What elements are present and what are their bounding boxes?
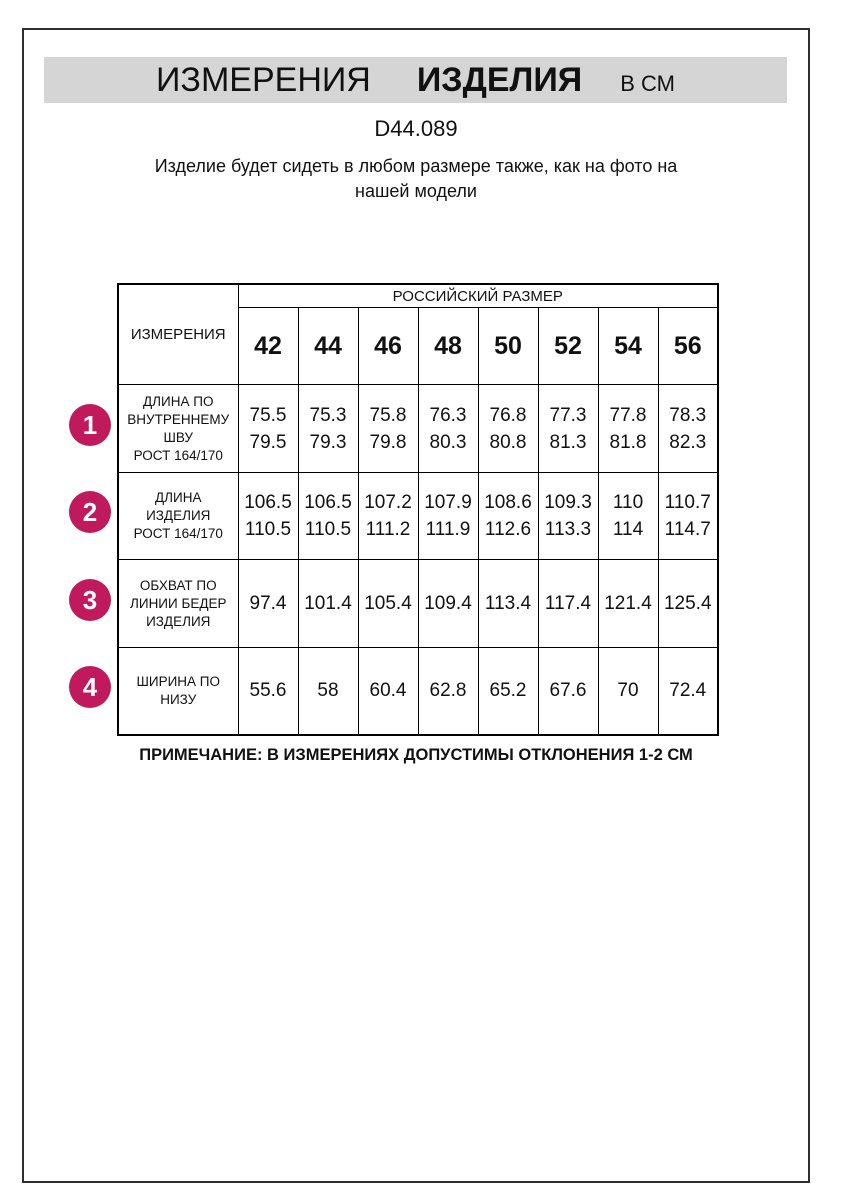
size-table-body [118,385,718,735]
value-cell [298,385,358,473]
value-cell [298,648,358,735]
row-label-line: РОСТ 164/170 [133,447,223,463]
value-line: 110 [612,492,644,513]
value-line: 109.4 [424,593,472,614]
row-label [118,473,238,560]
row-label-line: ИЗДЕЛИЯ [146,613,211,629]
value-cell [358,473,418,560]
value-line: 97.4 [249,593,287,614]
value-line: 111.2 [365,519,411,540]
value-line: 76.8 [489,404,527,426]
header-title-measurements: ИЗМЕРЕНИЯ [155,61,371,99]
value-cell [238,473,298,560]
row-number-badge: 3 [69,579,111,621]
value-line: 80.8 [489,431,527,453]
subtitle [24,154,808,204]
value-line: 110.5 [304,519,352,540]
value-line: 77.3 [549,404,587,426]
value-line: 65.2 [489,680,527,702]
value-cell [658,560,718,648]
value-cell [358,648,418,735]
group-header: РОССИЙСКИЙ РАЗМЕР [238,284,718,308]
table-row [118,560,718,648]
note-text: ПРИМЕЧАНИЕ: В ИЗМЕРЕНИЯХ ДОПУСТИМЫ ОТКЛОНЕНИЯ 1-2 СМ [139,746,693,764]
value-cell [658,385,718,473]
row-label-line: ШВУ [163,429,193,445]
value-line: 108.6 [484,492,532,513]
value-line: 114 [612,519,644,540]
value-line: 72.4 [669,680,707,702]
value-cell [598,560,658,648]
value-cell [358,385,418,473]
value-line: 110.5 [244,519,292,540]
subtitle-line: Изделие будет сидеть в любом размере также, как на фото на [154,156,678,176]
value-line: 111.9 [425,519,471,540]
size-header: 42 [238,308,298,385]
row-label-line: ВНУТРЕННЕМУ [127,411,230,427]
value-line: 55.6 [249,680,287,702]
value-line: 81.8 [609,431,647,453]
value-cell [238,560,298,648]
value-cell [538,473,598,560]
value-line: 105.4 [364,593,412,614]
value-cell [538,648,598,735]
size-header: 48 [418,308,478,385]
value-cell [598,385,658,473]
size-header: 52 [538,308,598,385]
row-number-badge: 2 [69,491,111,533]
size-header: 54 [598,308,658,385]
value-line: 79.3 [309,431,347,453]
row-label-line: ИЗДЕЛИЯ [146,508,211,523]
value-cell [478,473,538,560]
size-header: 44 [298,308,358,385]
value-line: 106.5 [244,492,292,513]
value-line: 76.3 [429,404,467,426]
value-cell [658,648,718,735]
value-cell [478,648,538,735]
value-line: 112.6 [484,519,532,540]
value-line: 78.3 [669,404,707,426]
size-header: 46 [358,308,418,385]
value-cell [238,385,298,473]
row-number-badge: 1 [69,404,111,446]
value-cell [538,385,598,473]
subtitle-line: нашей модели [355,181,477,201]
value-line: 109.3 [544,492,592,513]
value-cell [238,648,298,735]
value-line: 125.4 [663,593,712,614]
value-cell [658,473,718,560]
table-row [118,385,718,473]
value-line: 106.5 [304,492,352,513]
value-line: 107.2 [364,492,412,513]
value-line: 114.7 [664,519,711,540]
header-title-product: ИЗДЕЛИЯ [416,61,583,99]
table-row [118,473,718,560]
group-header-row [118,284,718,308]
value-line: 113.3 [544,519,592,540]
row-label-line: ЛИНИИ БЕДЕР [130,595,227,611]
value-line: 58 [317,680,339,702]
value-line: 70 [617,680,639,702]
value-line: 79.8 [369,431,407,453]
value-cell [418,385,478,473]
corner-label: ИЗМЕРЕНИЯ [118,284,238,385]
value-cell [478,385,538,473]
value-line: 82.3 [669,431,707,453]
row-label [118,648,238,735]
document-frame [22,28,810,1183]
size-table [117,283,719,736]
value-cell [298,473,358,560]
value-line: 81.3 [549,431,587,453]
value-line: 75.5 [249,404,287,426]
row-number-badge: 4 [69,666,111,708]
value-cell [418,473,478,560]
value-line: 75.8 [369,404,407,426]
value-line: 110.7 [664,492,711,513]
value-line: 113.4 [484,593,532,614]
value-line: 101.4 [304,593,352,614]
value-cell [478,560,538,648]
value-line: 121.4 [604,593,652,614]
value-line: 75.3 [309,404,347,426]
value-line: 107.9 [424,492,472,513]
header-band [44,57,787,103]
value-cell [418,560,478,648]
value-cell [418,648,478,735]
value-cell [538,560,598,648]
row-label-line: ШИРИНА ПО [136,673,220,689]
row-label-line: НИЗУ [160,691,197,707]
row-label-line: ДЛИНА ПО [143,393,214,409]
header-unit-label: В СМ [620,71,675,96]
value-line: 60.4 [369,680,407,702]
value-cell [598,473,658,560]
row-label [118,560,238,648]
row-label-line: РОСТ 164/170 [133,526,223,541]
row-label-line: ДЛИНА [155,490,202,505]
value-line: 80.3 [429,431,467,453]
row-label-line: ОБХВАТ ПО [139,577,217,593]
table-row [118,648,718,735]
value-line: 117.4 [544,593,592,614]
value-line: 67.6 [549,680,587,702]
value-cell [598,648,658,735]
value-line: 79.5 [249,431,287,453]
model-code: D44.089 [374,116,458,141]
value-cell [298,560,358,648]
size-header: 56 [658,308,718,385]
row-label [118,385,238,473]
value-cell [358,560,418,648]
value-line: 77.8 [609,404,647,426]
value-line: 62.8 [429,680,467,702]
size-header: 50 [478,308,538,385]
